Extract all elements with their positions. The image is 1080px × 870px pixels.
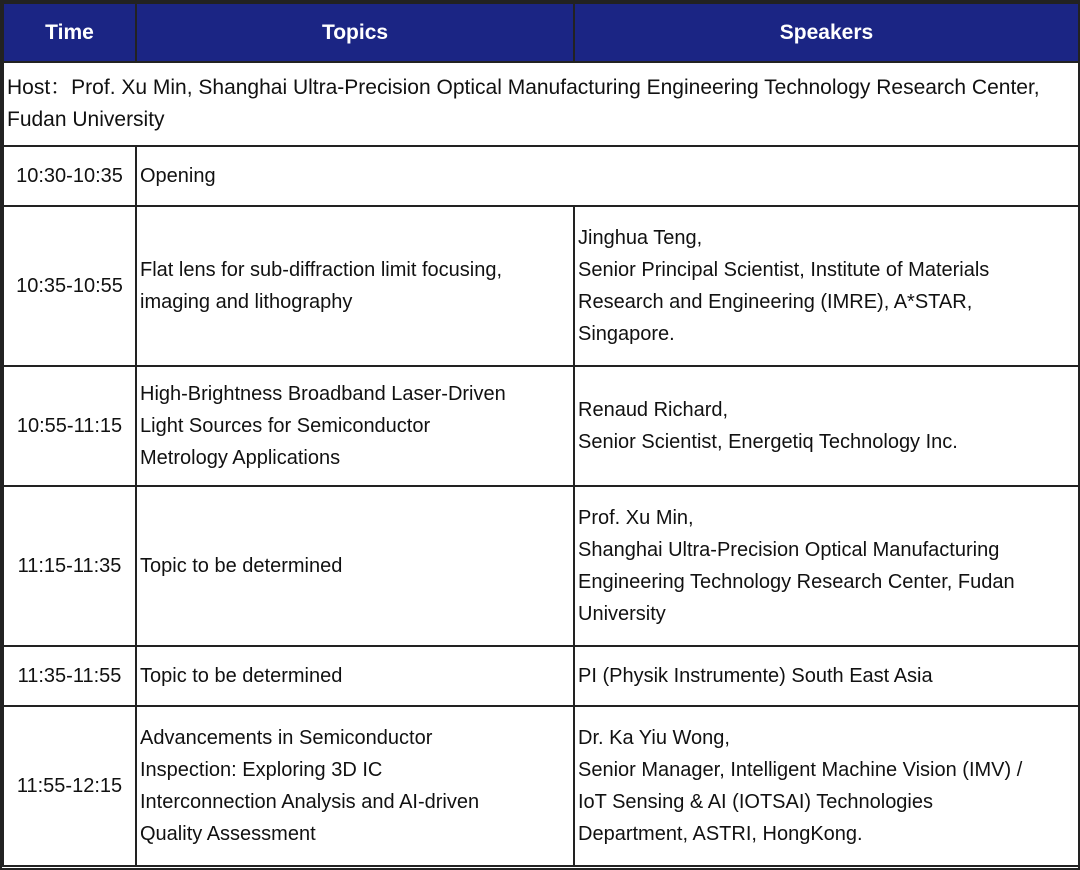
agenda-row [3,366,1079,486]
time-cell: 10:55-11:15 [3,366,136,486]
topic-line: Topic to be determined [140,665,343,687]
topic-line: Advancements in Semiconductor [140,727,433,749]
speaker-line: Shanghai Ultra-Precision Optical Manufacturing [578,539,1000,561]
header-speakers: Speakers [574,3,1079,62]
speaker-line: Singapore. [578,323,675,345]
host-row [3,62,1079,146]
opening-row [3,146,1079,206]
speaker-line: PI (Physik Instrumente) South East Asia [578,665,933,687]
topic-cell [136,706,574,866]
topic-cell [136,366,574,486]
agenda-row [3,646,1079,706]
speaker-cell [574,486,1079,646]
speaker-line: Senior Scientist, Energetiq Technology Inc. [578,431,958,453]
speaker-line: Renaud Richard, [578,399,729,421]
header-topics: Topics [136,3,574,62]
time-cell: 11:35-11:55 [3,646,136,706]
speaker-line: Engineering Technology Research Center, Fudan [578,571,1015,593]
speaker-line: Jinghua Teng, [578,227,703,249]
topic-line: Quality Assessment [140,823,316,845]
header-time: Time [3,3,136,62]
host-cell: Host：Prof. Xu Min, Shanghai Ultra-Precision Optical Manufacturing Engineering Technology Research Center, Fudan University [3,62,1079,146]
time-cell: 10:30-10:35 [3,146,136,206]
topic-cell [136,486,574,646]
speaker-line: University [578,603,666,625]
topic-cell [136,206,574,366]
speaker-cell [574,646,1079,706]
topic-cell: Opening [136,146,1079,206]
speaker-cell [574,706,1079,866]
topic-line: Metrology Applications [140,447,341,469]
speaker-line: Department, ASTRI, HongKong. [578,823,863,845]
agenda-row [3,486,1079,646]
speaker-cell [574,206,1079,366]
topic-line: Light Sources for Semiconductor [140,415,431,437]
topic-line: Topic to be determined [140,555,343,577]
speaker-cell [574,366,1079,486]
speaker-line: Prof. Xu Min, [578,507,694,529]
topic-line: imaging and lithography [140,291,353,313]
time-cell: 10:35-10:55 [3,206,136,366]
speaker-line: Senior Manager, Intelligent Machine Vision (IMV) / [578,759,1023,781]
topic-line: High-Brightness Broadband Laser-Driven [140,383,506,405]
topic-line: Interconnection Analysis and AI-driven [140,791,480,813]
time-cell: 11:15-11:35 [3,486,136,646]
topic-line: Flat lens for sub-diffraction limit focusing, [140,259,503,281]
agenda-row [3,706,1079,866]
speaker-line: Senior Principal Scientist, Institute of Materials [578,259,990,281]
speaker-line: Research and Engineering (IMRE), A*STAR, [578,291,973,313]
agenda-table [2,2,1080,867]
time-cell: 11:55-12:15 [3,706,136,866]
speaker-line: IoT Sensing & AI (IOTSAI) Technologies [578,791,933,813]
topic-cell [136,646,574,706]
speaker-line: Dr. Ka Yiu Wong, [578,727,730,749]
header-row [3,3,1079,62]
agenda-row [3,206,1079,366]
topic-line: Inspection: Exploring 3D IC [140,759,383,781]
